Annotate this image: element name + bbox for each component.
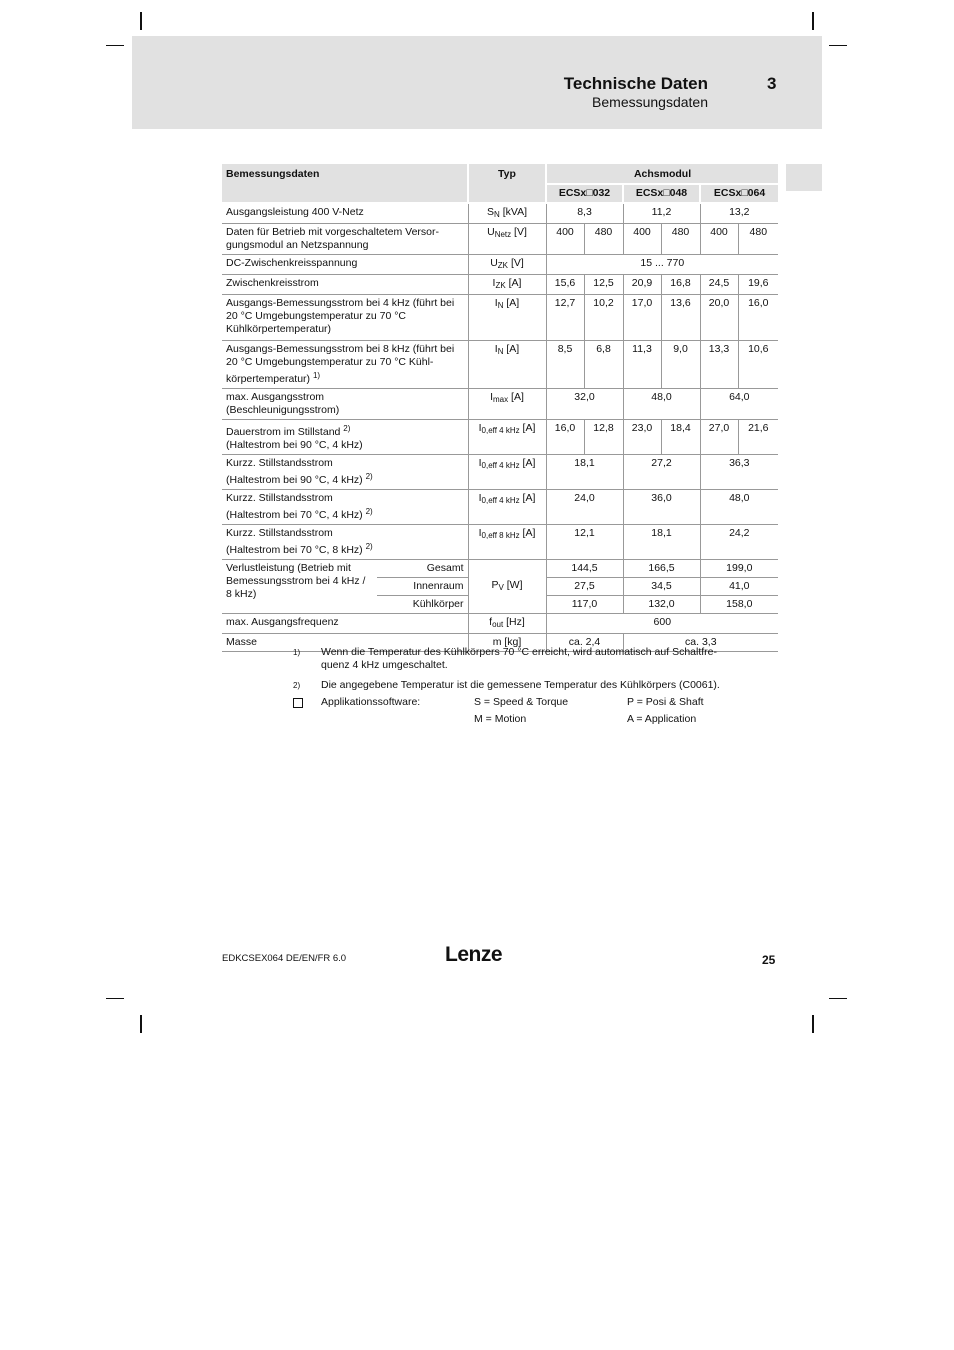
table-cell: 12,7 xyxy=(546,295,584,341)
row-type: $I_{0,eff 4 kHz}$ [A] xyxy=(468,420,546,455)
table-cell: 48,0 xyxy=(623,389,700,420)
table-cell: 480 xyxy=(661,224,700,255)
legend-label: Applikationssoftware: xyxy=(321,696,421,708)
table-cell: 16,0 xyxy=(546,420,584,455)
table-cell: 24,2 xyxy=(700,525,778,560)
row-type: $f_{out}$ [Hz] xyxy=(468,614,546,634)
table-cell: 10,2 xyxy=(584,295,623,341)
header-module: ECSx□032 xyxy=(546,184,623,203)
table-cell: 480 xyxy=(738,224,778,255)
table-row xyxy=(222,420,778,455)
row-label: Daten für Betrieb mit vorgeschaltetem Versorgungsmodul an Netzspannung xyxy=(222,224,468,255)
page-number: 25 xyxy=(762,953,776,967)
row-type: $I_{max}$ [A] xyxy=(468,389,546,420)
table-cell: 12,8 xyxy=(584,420,623,455)
legend-item: A = Application xyxy=(627,713,697,725)
crop-mark xyxy=(106,998,124,999)
crop-mark xyxy=(140,1015,142,1033)
table-cell: 24,0 xyxy=(546,490,623,525)
crop-mark xyxy=(106,45,124,46)
table-cell: 13,2 xyxy=(700,203,778,224)
table-cell: 166,5 xyxy=(623,560,700,578)
row-label: max. Ausgangsfrequenz xyxy=(222,614,468,634)
legend-item: P = Posi & Shaft xyxy=(627,696,704,708)
header-band xyxy=(132,36,822,129)
table-cell: 23,0 xyxy=(623,420,661,455)
page-title: Technische Daten xyxy=(563,74,708,93)
table-row xyxy=(222,490,778,525)
row-type: $I_N$ [A] xyxy=(468,341,546,389)
table-cell: ca. 2,4 xyxy=(546,634,623,652)
loss-part-label: Gesamt xyxy=(377,560,468,578)
chapter-tab xyxy=(786,164,822,191)
page-subtitle: Bemessungsdaten xyxy=(592,94,708,110)
table-row xyxy=(222,614,778,634)
table-cell: 8,5 xyxy=(546,341,584,389)
table-cell: 41,0 xyxy=(700,578,778,596)
table-cell: 400 xyxy=(623,224,661,255)
table-cell: 132,0 xyxy=(623,596,700,614)
loss-part-label: Kühlkörper xyxy=(377,596,468,614)
table-row xyxy=(222,203,778,224)
table-row xyxy=(222,341,778,389)
table-cell: 64,0 xyxy=(700,389,778,420)
table-row xyxy=(222,525,778,560)
row-label: Zwischenkreisstrom xyxy=(222,275,468,295)
row-label: Ausgangs-Bemessungsstrom bei 8 kHz (führt bei 20 °C Umgebungstemperatur zu 70 °C Kühlkörpertemperatur) $^{1)}$ xyxy=(222,341,468,389)
table-cell: 18,1 xyxy=(623,525,700,560)
row-type: $U_{Netz}$ [V] xyxy=(468,224,546,255)
table-cell: 48,0 xyxy=(700,490,778,525)
row-type: m [kg] xyxy=(468,634,546,652)
table-cell: 34,5 xyxy=(623,578,700,596)
table-cell: 27,0 xyxy=(700,420,738,455)
table-cell: 13,3 xyxy=(700,341,738,389)
table-cell: 8,3 xyxy=(546,203,623,224)
legend-item: S = Speed & Torque xyxy=(474,696,569,708)
crop-mark xyxy=(140,12,142,30)
table-cell: 15 ... 770 xyxy=(546,255,778,275)
table-cell: 9,0 xyxy=(661,341,700,389)
table-cell: 17,0 xyxy=(623,295,661,341)
row-type: $I_{0,eff 4 kHz}$ [A] xyxy=(468,490,546,525)
table-cell: 18,1 xyxy=(546,455,623,490)
row-label: Ausgangsleistung 400 V-Netz xyxy=(222,203,468,224)
table-cell: 20,0 xyxy=(700,295,738,341)
row-type: $I_N$ [A] xyxy=(468,295,546,341)
table-cell: 13,6 xyxy=(661,295,700,341)
header-achsmodul: Achsmodul xyxy=(546,164,778,184)
header-bemessungsdaten: Bemessungsdaten xyxy=(222,164,468,203)
table-cell: 16,8 xyxy=(661,275,700,295)
loss-part-label: Innenraum xyxy=(377,578,468,596)
table-cell: 20,9 xyxy=(623,275,661,295)
table-row xyxy=(222,275,778,295)
row-type: $I_{0,eff 8 kHz}$ [A] xyxy=(468,525,546,560)
table-cell: 19,6 xyxy=(738,275,778,295)
table-cell: 12,1 xyxy=(546,525,623,560)
row-label: Verlustleistung (Betrieb mit Bemessungsstrom bei 4 kHz / 8 kHz) xyxy=(222,560,377,614)
footnote-mark: 1) xyxy=(293,648,301,657)
table-cell: 11,3 xyxy=(623,341,661,389)
table-cell: 11,2 xyxy=(623,203,700,224)
row-label: Kurzz. Stillstandsstrom (Haltestrom bei 70 °C, 8 kHz) $^{2)}$ xyxy=(222,525,468,560)
checkbox-square-icon xyxy=(293,698,303,708)
lenze-logo: Lenze xyxy=(445,943,503,966)
table-cell: 36,3 xyxy=(700,455,778,490)
footnote-text: Die angegebene Temperatur ist die gemessene Temperatur des Kühlkörpers (C0061). xyxy=(321,679,720,691)
row-type: $I_{0,eff 4 kHz}$ [A] xyxy=(468,455,546,490)
header-typ: Typ xyxy=(468,164,546,203)
document-id: EDKCSEX064 DE/EN/FR 6.0 xyxy=(222,953,347,964)
table-cell: ca. 3,3 xyxy=(623,634,778,652)
table-cell: 158,0 xyxy=(700,596,778,614)
row-label: Kurzz. Stillstandsstrom (Haltestrom bei 70 °C, 4 kHz) $^{2)}$ xyxy=(222,490,468,525)
row-type: $U_{ZK}$ [V] xyxy=(468,255,546,275)
table-cell: 12,5 xyxy=(584,275,623,295)
table-row xyxy=(222,389,778,420)
row-label: max. Ausgangsstrom (Beschleunigungsstrom) xyxy=(222,389,468,420)
legend-item: M = Motion xyxy=(474,713,527,725)
crop-mark xyxy=(812,1015,814,1033)
table-cell: 400 xyxy=(546,224,584,255)
table-cell: 24,5 xyxy=(700,275,738,295)
row-label: Dauerstrom im Stillstand $^{2)}$ (Haltestrom bei 90 °C, 4 kHz) xyxy=(222,420,468,455)
table-header-row xyxy=(222,164,778,184)
row-type: $I_{ZK}$ [A] xyxy=(468,275,546,295)
table-cell: 16,0 xyxy=(738,295,778,341)
row-label: DC-Zwischenkreisspannung xyxy=(222,255,468,275)
table-row xyxy=(222,455,778,490)
crop-mark xyxy=(812,12,814,30)
table-cell: 6,8 xyxy=(584,341,623,389)
table-row xyxy=(222,295,778,341)
table-cell: 15,6 xyxy=(546,275,584,295)
header-module: ECSx□048 xyxy=(623,184,700,203)
table-row xyxy=(222,224,778,255)
header-module: ECSx□064 xyxy=(700,184,778,203)
table-cell: 27,2 xyxy=(623,455,700,490)
table-cell: 600 xyxy=(546,614,778,634)
crop-mark xyxy=(829,45,847,46)
table-cell: 10,6 xyxy=(738,341,778,389)
crop-mark xyxy=(829,998,847,999)
table-cell: 117,0 xyxy=(546,596,623,614)
table-cell: 480 xyxy=(584,224,623,255)
footnote-text: Wenn die Temperatur des Kühlkörpers 70 °C erreicht, wird automatisch auf Schaltfrequenz 4 kHz umgeschaltet. xyxy=(321,646,717,671)
footnote-mark: 2) xyxy=(293,681,301,690)
table-cell: 199,0 xyxy=(700,560,778,578)
row-label: Ausgangs-Bemessungsstrom bei 4 kHz (führt bei 20 °C Umgebungstemperatur zu 70 °C Kühlkörpertemperatur) xyxy=(222,295,468,341)
table-row xyxy=(222,255,778,275)
table-cell: 144,5 xyxy=(546,560,623,578)
chapter-number: 3 xyxy=(767,74,777,93)
table-cell: 21,6 xyxy=(738,420,778,455)
table-cell: 36,0 xyxy=(623,490,700,525)
table-cell: 27,5 xyxy=(546,578,623,596)
rating-data-table xyxy=(222,164,778,652)
row-type: $S_N$ [kVA] xyxy=(468,203,546,224)
table-cell: 32,0 xyxy=(546,389,623,420)
row-type: $P_V$ [W] xyxy=(468,560,546,614)
table-cell: 18,4 xyxy=(661,420,700,455)
row-label: Masse xyxy=(222,634,468,652)
table-row xyxy=(222,560,778,578)
table-cell: 400 xyxy=(700,224,738,255)
row-label: Kurzz. Stillstandsstrom (Haltestrom bei 90 °C, 4 kHz) $^{2)}$ xyxy=(222,455,468,490)
